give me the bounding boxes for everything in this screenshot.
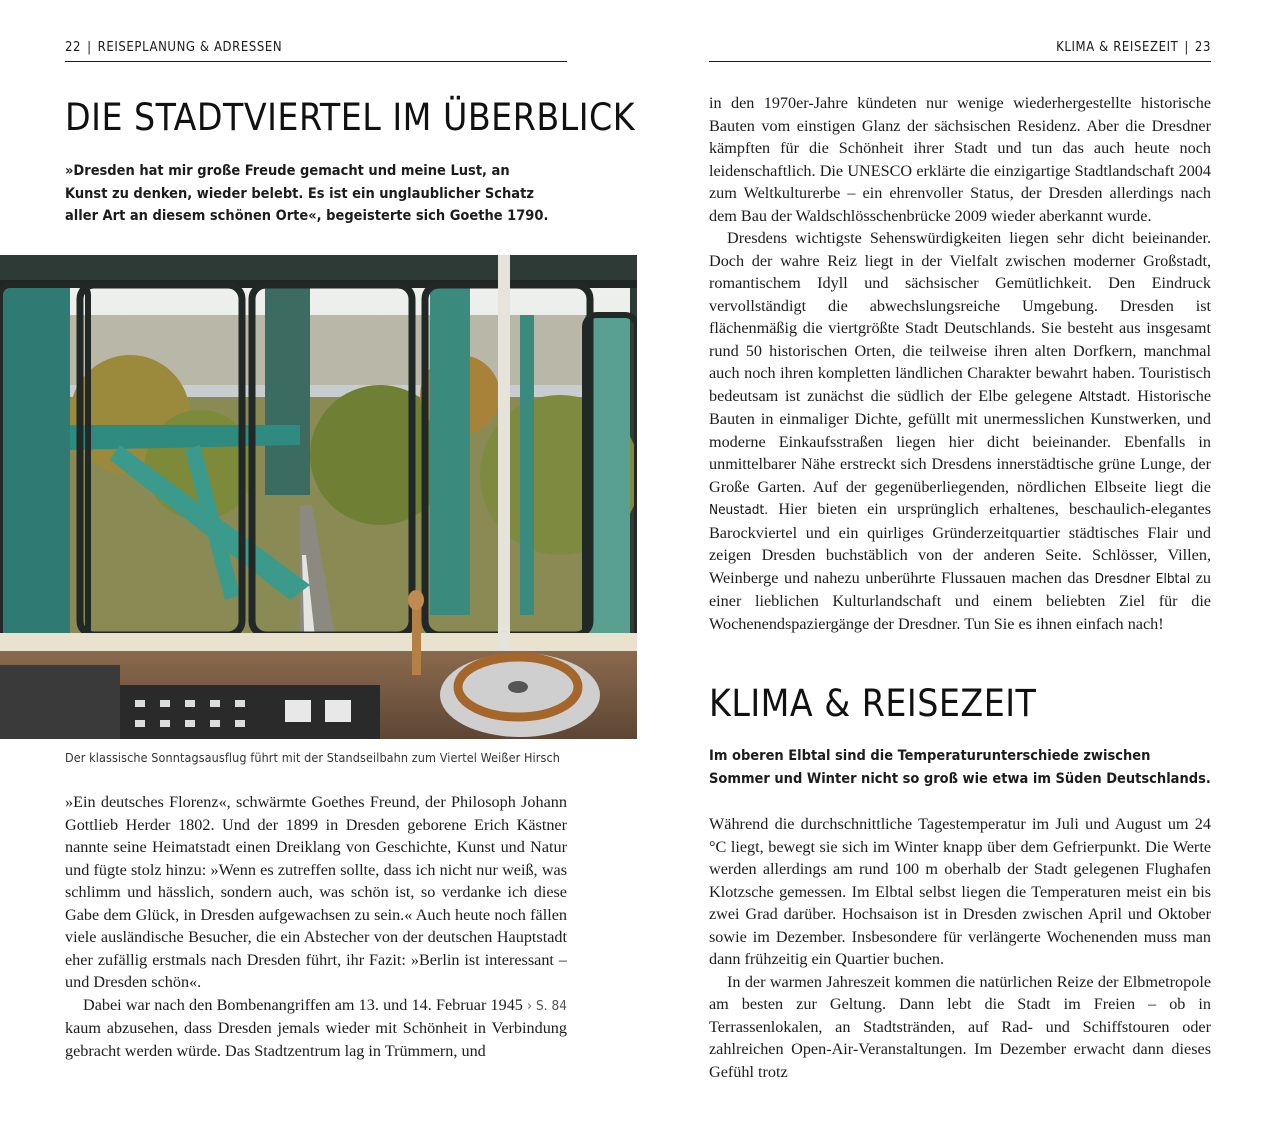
page-number: 22	[65, 40, 82, 55]
running-head-right	[709, 39, 1211, 62]
body-text-right-top	[709, 92, 1211, 635]
page-number: 23	[1194, 40, 1211, 55]
running-head-left	[65, 39, 567, 62]
lead-quote: »Dresden hat mir große Freude gemacht und meine Lust, an Kunst zu denken, wieder belebt. Es ist ein unglaublicher Schatz aller Art an diesem schönen Orte«, begeisterte sich Goethe 1790.	[65, 163, 549, 224]
paragraph-florenz: »Ein deutsches Florenz«, schwärmte Goethes Freund, der Philosoph Johann Gottlieb Herder 1802. Und der 1899 in Dresden geborene Erich Kästner nannte seine Heimatstadt einen Dreiklang von Geschichte, Kunst und Natur und fügte stolz hinzu: »Wenn es zutreffen sollte, dass ich nicht nur weiß, was schlimm und hässlich, sondern auch, was schön ist, so verdanke ich diese Gabe dem Glück, in Dresden aufgewachsen zu sein.« Auch heute noch fällen viele ausländische Besucher, die ein Abstecher von der deutschen Hauptstadt eher zufällig erstmals nach Dresden führt, ihr Fazit: »Berlin ist interessant – und Dresden schön«.	[65, 793, 567, 991]
paragraph-districts-d: zu einer lieblichen Kulturlandschaft und einem beliebten Ziel für die Wochenendspaziergänge der Dresdner. Tun Sie es ihnen einfach nach!	[709, 568, 1212, 633]
body-text-left	[65, 791, 567, 1062]
section-label: REISEPLANUNG & ADRESSEN	[97, 40, 283, 55]
paragraph-temperature: Während die durchschnittliche Tagestemperatur im Juli und August um 24 °C liegt, bewegt sie sich im Winter knapp über dem Gefrierpunkt. Die Werte werden allerdings am rund 100 m oberhalb der Stadt gelegenen Flughafen Klotzsche gemessen. Im Elbtal selbst liegen die Temperaturen meist ein bis zwei Grad darüber. Hochsaison ist in Dresden zwischen April und Oktober sowie im Dezember. Insbesondere für verlängerte Wochenenden muss man dann frühzeitig ein Quartier buchen.	[709, 815, 1211, 968]
running-head-separator: |	[1184, 40, 1189, 55]
running-head-separator: |	[87, 40, 92, 55]
section-label: KLIMA & REISEZEIT	[1056, 40, 1179, 55]
page-reference-link[interactable]: › S. 84	[527, 997, 567, 1014]
paragraph-warm-season: In der warmen Jahreszeit kommen die natürlichen Reize der Elbmetropole am besten zur Geltung. Dann lebt die Stadt im Freien – ob in Terrassenlokalen, an Stadtstränden, auf Rad- und Schiffstouren oder zahlreichen Open-Air-Veranstaltungen. Im Dezember erwacht dann dieses Gefühl trotz	[709, 972, 1211, 1081]
right-page	[637, 0, 1275, 1122]
section-title-klima: KLIMA & REISEZEIT	[709, 682, 1037, 725]
paragraph-districts-a: Dresdens wichtigste Sehenswürdigkeiten liegen sehr dicht beieinander. Doch der wahre Reiz liegt in der Vielfalt zwischen moderner Großstadt, romantischem Idyll und sächsischer Gemütlichkeit. Den Eindruck vervollständigt die abwechslungsreiche Umgebung. Dresden ist flächenmäßig die viertgrößte Stadt Deutschlands. Sie besteht aus insgesamt rund 50 historischen Orten, die teilweise ihren alten Dorfkern, manchmal auch noch ihren kompletten ländlichen Charakter bewahrt haben. Touristisch bedeutsam ist zunächst die südlich der Elbe gelegene	[709, 229, 1211, 405]
paragraph-bombing	[65, 994, 567, 1063]
page-title: DIE STADTVIERTEL IM ÜBERBLICK	[65, 96, 636, 139]
term-altstadt: Altstadt.	[1079, 388, 1131, 405]
body-text-right-bottom	[709, 813, 1211, 1083]
paragraph-districts	[709, 227, 1211, 635]
funicular-photo	[0, 255, 637, 739]
lead-klima: Im oberen Elbtal sind die Temperaturunterschiede zwischen Sommer und Winter nicht so groß wie etwa im Süden Deutschlands.	[709, 748, 1211, 787]
paragraph-bombing-end: kaum abzusehen, dass Dresden jemals wieder mit Schönheit in Verbindung gebracht werden würde. Das Stadtzentrum lag in Trümmern, und	[65, 1019, 567, 1060]
paragraph-bombing-start: Dabei war nach den Bombenangriffen am 13. und 14. Februar 1945	[83, 995, 523, 1014]
photo-caption: Der klassische Sonntagsausflug führt mit der Standseilbahn zum Viertel Weißer Hirsch	[65, 750, 560, 765]
paragraph-districts-b: Historische Bauten in einmaliger Dichte, gefüllt mit unermesslichen Kunstwerken, und moderne Einkaufsstraßen liegen hier dicht beieinander. Ebenfalls in unmittelbarer Nähe erstreckt sich Dresdens innerstädtische grüne Lunge, der Große Garten. Auf der gegenüberliegenden, nördlichen Elbseite liegt die	[709, 386, 1212, 496]
paragraph-continuation: in den 1970er-Jahre kündeten nur wenige wiederhergestellte historische Bauten vom einstigen Glanz der sächsischen Residenz. Aber die Dresdner kämpften für die Schönheit ihrer Stadt und tun das auch heute noch leidenschaftlich. Die UNESCO erklärte die einzigartige Stadtlandschaft 2004 zum Weltkulturerbe – ein ehrenvoller Status, der Dresden allerdings nach dem Bau der Waldschlösschenbrücke 2009 wieder aberkannt wurde.	[709, 94, 1211, 225]
term-neustadt: Neustadt.	[709, 502, 769, 518]
paragraph-districts-c: Hier bieten ein ursprünglich erhaltenes, beschaulich-elegantes Barockviertel und ein quirliges Gründerzeitquartier städtisches Flair und zeigen Dresden buchstäblich von der anderen Seite. Schlösser, Villen, Weinberge und nahezu unberührte Flussauen machen das	[709, 500, 1212, 587]
left-page	[0, 0, 637, 1122]
term-elbtal: Dresdner Elbtal	[1094, 570, 1191, 587]
